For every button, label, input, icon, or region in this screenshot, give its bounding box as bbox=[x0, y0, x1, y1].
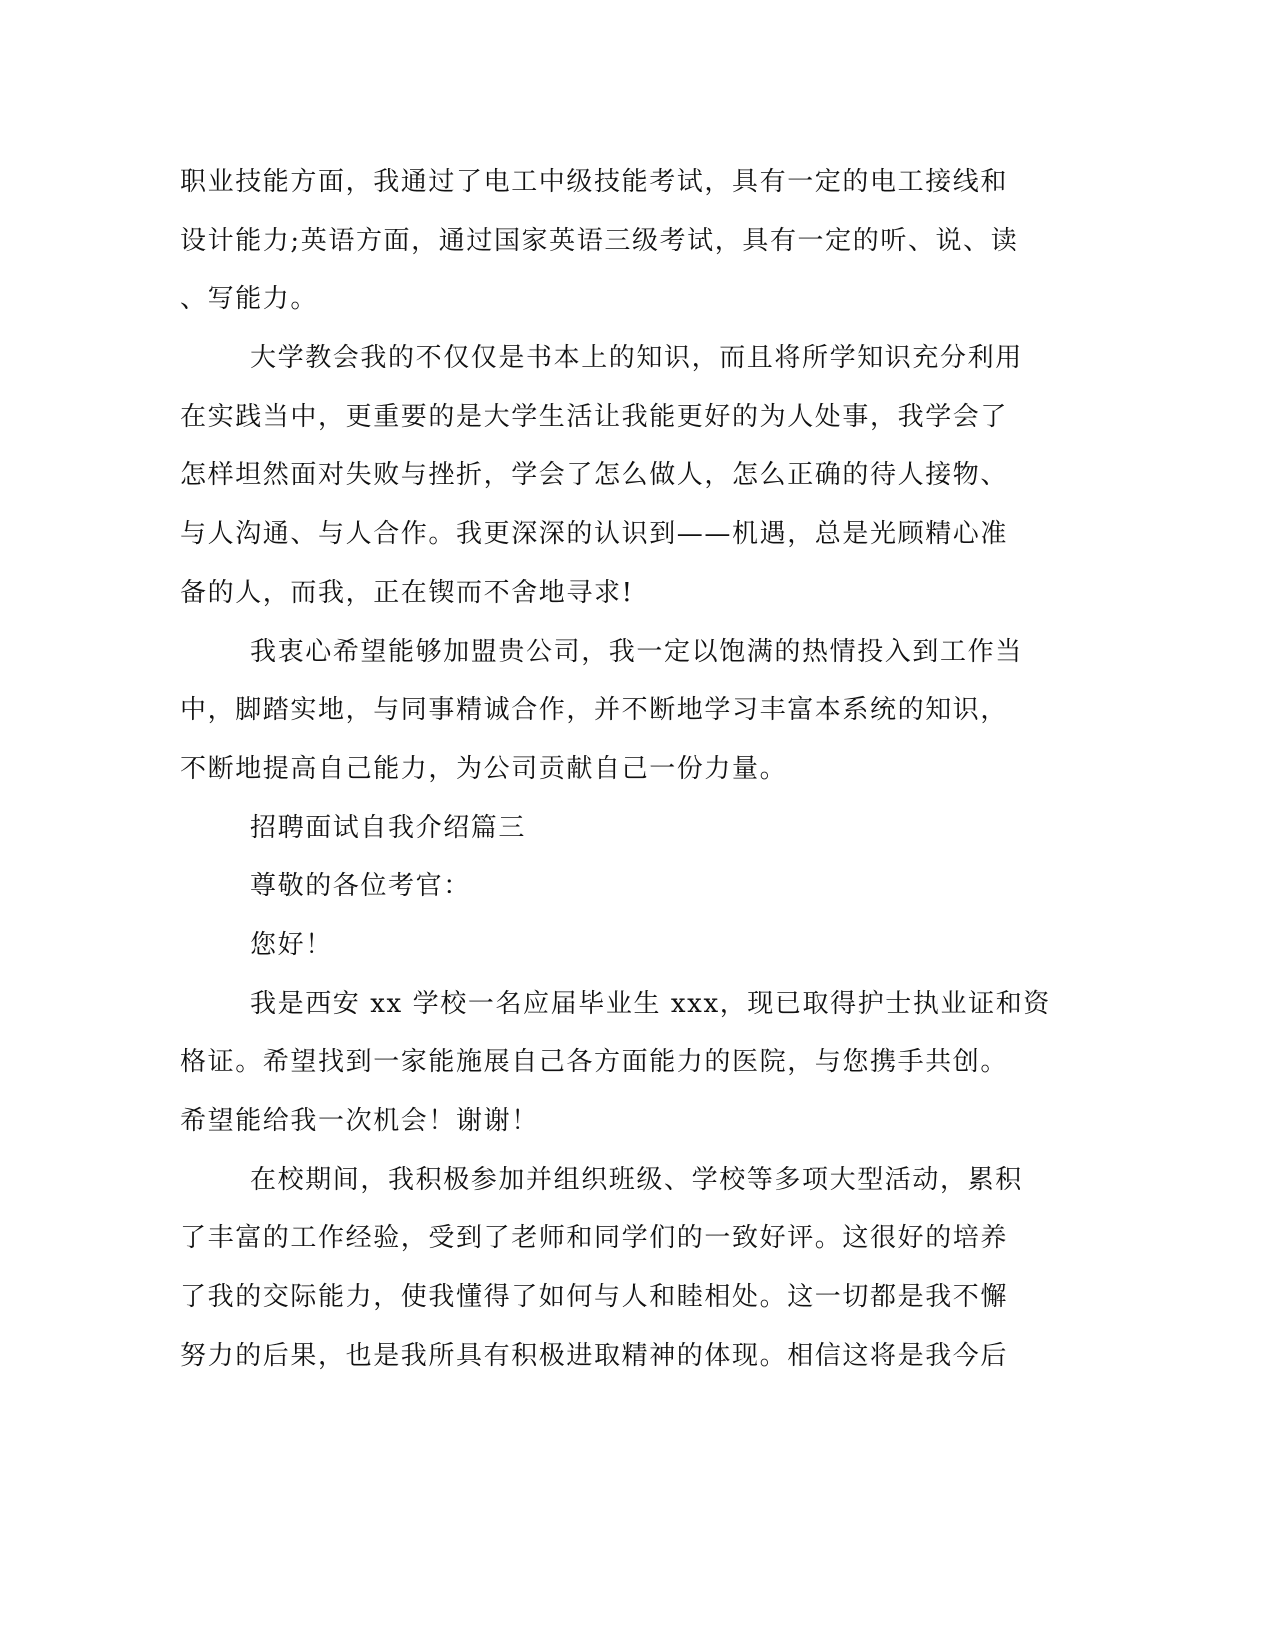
paragraph-university bbox=[180, 329, 1075, 622]
text-line: 大学教会我的不仅仅是书本上的知识，而且将所学知识充分利用 bbox=[250, 343, 1023, 374]
salutation-text: 尊敬的各位考官： bbox=[250, 871, 471, 902]
text-line: 我衷心希望能够加盟贵公司，我一定以饱满的热情投入到工作当 bbox=[250, 636, 1023, 667]
text-line: 不断地提高自己能力，为公司贡献自己一份力量。 bbox=[180, 753, 788, 784]
text-line: 怎样坦然面对失败与挫折，学会了怎么做人，怎么正确的待人接物、 bbox=[180, 460, 1009, 491]
text-line: 我是西安 xx 学校一名应届毕业生 xxx，现已取得护士执业证和资 bbox=[250, 988, 1051, 1019]
text-line: 努力的后果，也是我所具有积极进取精神的体现。相信这将是我今后 bbox=[180, 1340, 1009, 1371]
greeting-text: 您好！ bbox=[250, 929, 333, 960]
paragraph-hope bbox=[180, 623, 1075, 799]
text-line: 、写能力。 bbox=[180, 284, 319, 315]
salutation bbox=[180, 857, 1075, 916]
text-line: 希望能给我一次机会！谢谢！ bbox=[180, 1106, 539, 1136]
text-line: 中，脚踏实地，与同事精诚合作，并不断地学习丰富本系统的知识， bbox=[180, 695, 1009, 726]
paragraph-school-activities bbox=[180, 1151, 1075, 1386]
text-line: 与人沟通、与人合作。我更深深的认识到——机遇，总是光顾精心准 bbox=[180, 519, 1009, 550]
text-line: 了我的交际能力，使我懂得了如何与人和睦相处。这一切都是我不懈 bbox=[180, 1282, 1009, 1313]
text-line: 格证。希望找到一家能施展自己各方面能力的医院，与您携手共创。 bbox=[180, 1047, 1009, 1078]
section-heading bbox=[180, 799, 1075, 858]
text-line: 设计能力;英语方面，通过国家英语三级考试，具有一定的听、说、读 bbox=[180, 225, 1019, 256]
section-heading-text: 招聘面试自我介绍篇三 bbox=[250, 812, 527, 843]
greeting bbox=[180, 916, 1075, 975]
paragraph-skills bbox=[180, 153, 1075, 329]
text-line: 在校期间，我积极参加并组织班级、学校等多项大型活动，累积 bbox=[250, 1164, 1023, 1195]
text-line: 备的人，而我，正在锲而不舍地寻求! bbox=[180, 577, 634, 608]
text-line: 在实践当中，更重要的是大学生活让我能更好的为人处事，我学会了 bbox=[180, 401, 1009, 432]
paragraph-introduction bbox=[180, 975, 1075, 1151]
text-line: 职业技能方面，我通过了电工中级技能考试，具有一定的电工接线和 bbox=[180, 167, 1009, 197]
text-line: 了丰富的工作经验，受到了老师和同学们的一致好评。这很好的培养 bbox=[180, 1223, 1009, 1254]
